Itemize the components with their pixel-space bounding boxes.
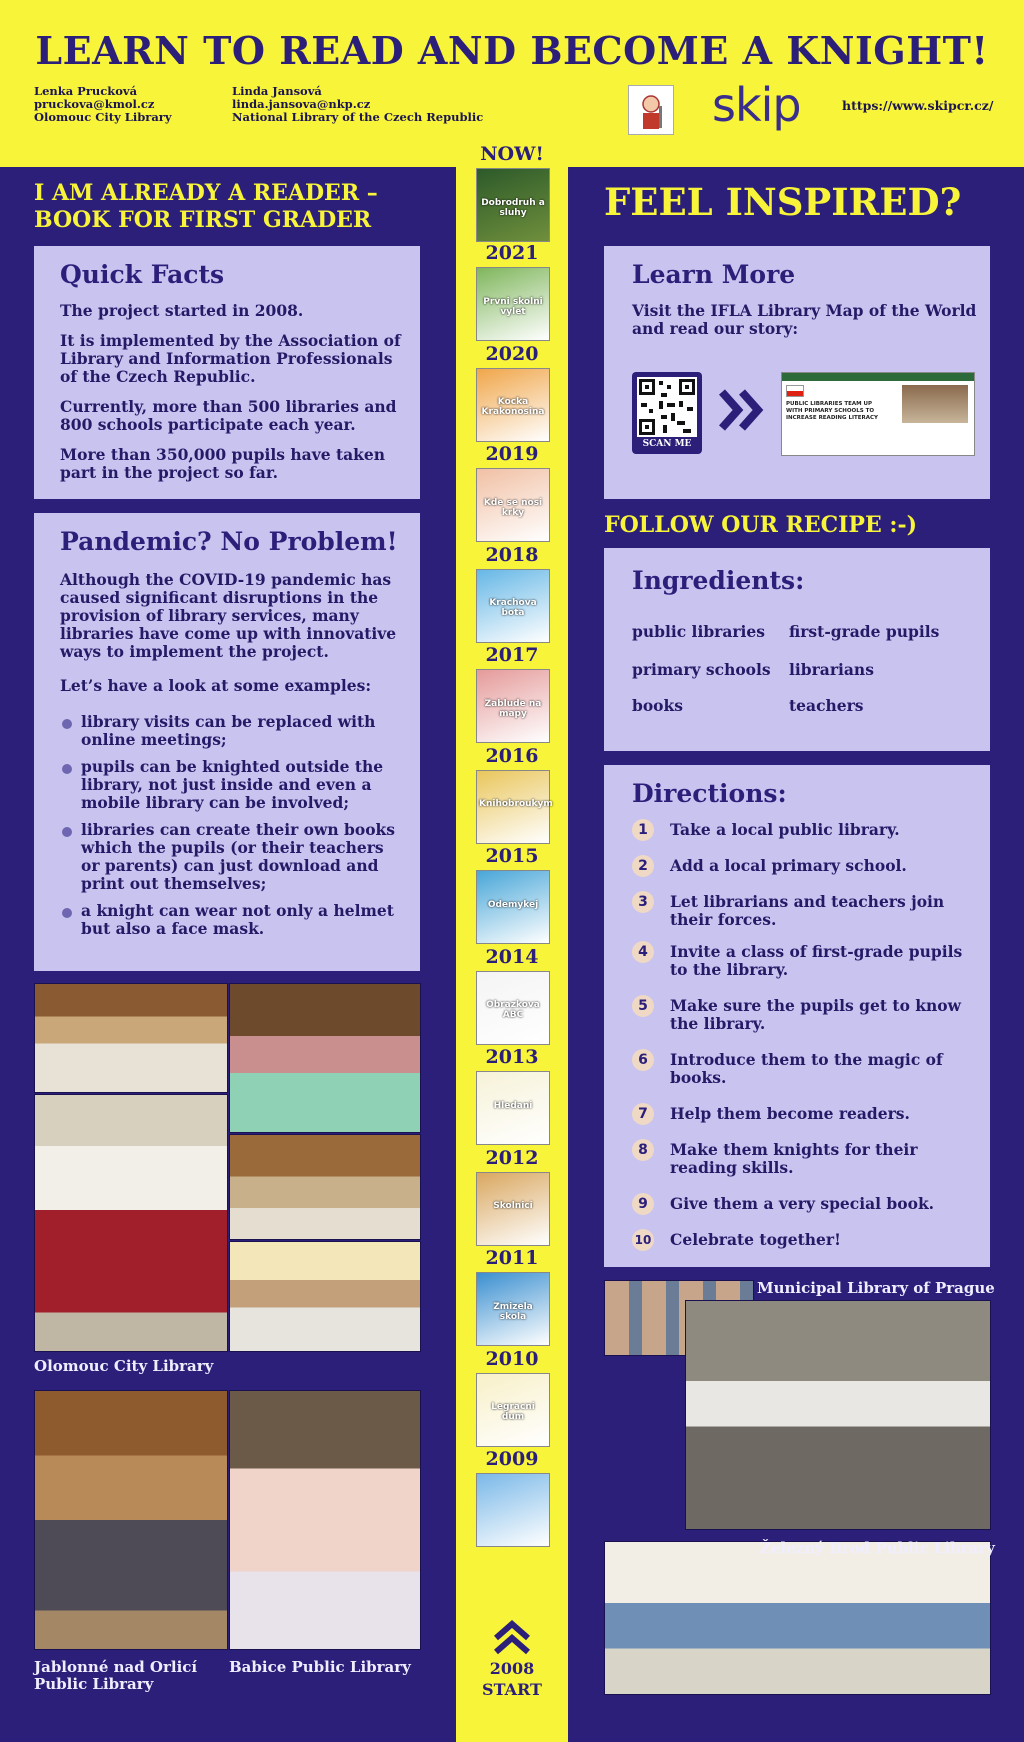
photo-king-knighting	[34, 1094, 228, 1352]
czech-flag-icon	[786, 385, 804, 397]
qr-code[interactable]	[632, 372, 702, 454]
step-number: 10	[632, 1229, 654, 1251]
website-link[interactable]: https://www.skipcr.cz/	[842, 98, 994, 113]
header-band	[0, 0, 1024, 167]
fact-1: The project started in 2008.	[60, 301, 304, 320]
learn-more-panel	[604, 246, 990, 499]
book-cover-title: Odemykej	[487, 899, 539, 910]
step-number: 9	[632, 1193, 654, 1215]
caption-prague: Municipal Library of Prague	[757, 1279, 995, 1297]
photo-classroom	[229, 1241, 421, 1352]
timeline-year-label: 2010	[485, 1347, 539, 1370]
timeline-now-label: NOW!	[480, 143, 544, 165]
ifla-story-preview[interactable]	[781, 372, 975, 456]
left-heading-line2: BOOK FOR FIRST GRADER	[34, 207, 372, 233]
author2-name: Linda Jansová	[232, 84, 322, 98]
timeline-year-label: 2013	[485, 1046, 539, 1068]
knight-illustration-icon	[629, 86, 673, 134]
photo-fairy-reading	[229, 983, 421, 1133]
author1-contact	[34, 85, 172, 124]
timeline-year-label: 2014	[485, 945, 539, 968]
book-cover-title: Knihobroukym	[479, 799, 553, 810]
timeline-year-label: 2020	[485, 342, 539, 365]
qr-code-icon	[637, 377, 697, 437]
direction-step-10: Celebrate together!	[670, 1230, 841, 1249]
timeline-year-label: 2017	[485, 644, 539, 666]
book-cover-2009	[476, 1473, 550, 1547]
caption-olomouc: Olomouc City Library	[34, 1357, 214, 1375]
book-cover-title: Kde se nosi krky	[483, 497, 543, 518]
preview-photo	[902, 385, 968, 423]
book-cover-title: Skolnici	[493, 1201, 533, 1212]
pandemic-intro: Although the COVID-19 pandemic has caused significant disruptions in the provision of library services, many libraries have come up with innovative ways to implement the project.	[60, 570, 397, 661]
step-number: 7	[632, 1103, 654, 1125]
skip-logo-text: skip	[712, 78, 801, 132]
pandemic-bullet-3: libraries can create their own books which the pupils (or their teachers or parents) can just download and print out themselves;	[81, 820, 396, 893]
timeline-year-label: 2015	[485, 845, 539, 867]
photo-pupils-library	[34, 983, 228, 1093]
ingredient-item: librarians	[789, 660, 874, 679]
book-cover-title: Hledani	[493, 1100, 533, 1111]
direction-step-2: Add a local primary school.	[670, 856, 907, 875]
book-cover-now	[476, 168, 550, 242]
timeline-year-label: 2019	[485, 443, 539, 465]
ingredient-item: books	[632, 696, 683, 715]
book-cover-2010	[476, 1373, 550, 1447]
fact-2: It is implemented by the Association of Library and Information Professionals of the Czech Republic.	[60, 331, 401, 386]
book-cover-title: Prvni skolni vylet	[483, 296, 543, 317]
right-heading: FEEL INSPIRED?	[604, 180, 962, 224]
photo-mobile-library-van	[685, 1300, 991, 1530]
photo-princess-reading	[229, 1390, 421, 1650]
book-cover-title: Krachova bota	[489, 598, 537, 619]
quick-facts-title: Quick Facts	[60, 260, 225, 289]
author1-email[interactable]: pruckova@kmol.cz	[34, 97, 155, 111]
ingredient-item: primary schools	[632, 660, 771, 679]
book-cover-title: Obrazkova ABC	[486, 1000, 540, 1021]
ingredient-item: public libraries	[632, 622, 766, 641]
ingredient-item: first-grade pupils	[789, 622, 940, 641]
book-cover-2021	[476, 267, 550, 341]
timeline-year-label: 2018	[485, 543, 539, 566]
learn-more-text: Visit the IFLA Library Map of the World and read our story:	[632, 301, 977, 338]
photo-pupils-books	[604, 1541, 991, 1695]
left-heading-line1: I AM ALREADY A READER –	[34, 180, 378, 206]
ingredient-item: teachers	[789, 696, 864, 715]
book-cover-2017	[476, 669, 550, 743]
caption-brod: Železný Brod Public Library	[760, 1539, 995, 1557]
direction-step-8: Make them knights for their reading skills.	[670, 1140, 918, 1177]
skip-logo	[712, 78, 801, 132]
book-cover-2016	[476, 770, 553, 844]
timeline-year-label: 2011	[485, 1247, 539, 1269]
book-cover-2013	[476, 1071, 550, 1145]
photo-library-room	[229, 1134, 421, 1240]
book-cover-2020	[476, 368, 550, 442]
book-cover-now-title: Dobrodruh a sluhy	[481, 197, 545, 218]
ingredients-panel	[604, 548, 990, 751]
author1-org: Olomouc City Library	[34, 110, 172, 124]
timeline-start-year: 2008	[489, 1659, 535, 1678]
author2-contact	[232, 85, 483, 124]
page-title: LEARN TO READ AND BECOME A KNIGHT!	[35, 28, 989, 73]
direction-step-4: Invite a class of first-grade pupils to the library.	[670, 942, 963, 979]
author2-org: National Library of the Czech Republic	[232, 110, 484, 124]
book-cover-title: Zablude na mapy	[484, 698, 542, 719]
bullet-dot	[62, 827, 72, 837]
author1-name: Lenka Prucková	[34, 84, 138, 98]
step-number: 8	[632, 1139, 654, 1161]
pandemic-bullet-1: library visits can be replaced with online meetings;	[81, 712, 376, 749]
direction-step-3: Let librarians and teachers join their forces.	[670, 892, 945, 929]
book-cover-2014	[476, 971, 550, 1045]
book-cover-2011	[476, 1272, 550, 1346]
timeline-year-label: 2016	[485, 744, 539, 767]
pandemic-bullet-2: pupils can be knighted outside the library, not just inside and even a mobile library can be involved;	[81, 757, 384, 812]
timeline-year-label: 2012	[485, 1146, 539, 1169]
recipe-heading: FOLLOW OUR RECIPE :-)	[604, 512, 918, 538]
directions-title: Directions:	[632, 779, 787, 808]
book-cover-2015	[476, 870, 550, 944]
left-heading	[34, 180, 378, 234]
learn-more-title: Learn More	[632, 260, 796, 289]
book-cover-title: Zmizela skola	[493, 1301, 533, 1322]
fact-3: Currently, more than 500 libraries and 800 schools participate each year.	[60, 397, 397, 434]
caption-babice: Babice Public Library	[229, 1658, 411, 1676]
qr-label: SCAN ME	[642, 439, 692, 449]
bullet-dot	[62, 908, 72, 918]
timeline-start-label: START	[482, 1680, 542, 1699]
book-cover-title: Kocka Krakonosina	[481, 397, 545, 418]
direction-step-6: Introduce them to the magic of books.	[670, 1050, 943, 1087]
book-cover-title: Legracni dum	[491, 1402, 535, 1423]
author2-email[interactable]: linda.jansova@nkp.cz	[232, 97, 371, 111]
photo-knight-bookshelf	[34, 1390, 228, 1650]
preview-headline: PUBLIC LIBRARIES TEAM UP WITH PRIMARY SCHOOLS TO INCREASE READING LITERACY	[786, 401, 879, 421]
pandemic-lead: Let’s have a look at some examples:	[60, 676, 372, 695]
ingredients-title: Ingredients:	[632, 566, 805, 595]
step-number: 4	[632, 941, 654, 963]
project-book-thumbnail	[628, 85, 674, 135]
step-number: 6	[632, 1049, 654, 1071]
fact-4: More than 350,000 pupils have taken part in the project so far.	[60, 445, 386, 482]
quick-facts-panel	[34, 246, 420, 499]
step-number: 2	[632, 855, 654, 877]
direction-step-7: Help them become readers.	[670, 1104, 910, 1123]
double-chevron-right-icon	[716, 386, 768, 438]
book-cover-2019	[476, 468, 550, 542]
preview-nav-bar	[782, 373, 974, 381]
timeline-year-label: 2021	[485, 242, 539, 264]
timeline-year-label: 2009	[485, 1448, 539, 1470]
bullet-dot	[62, 764, 72, 774]
pandemic-bullet-4: a knight can wear not only a helmet but also a face mask.	[81, 901, 394, 938]
direction-step-9: Give them a very special book.	[670, 1194, 935, 1213]
chevron-up-icon	[490, 1620, 534, 1660]
step-number: 3	[632, 891, 654, 913]
pandemic-title: Pandemic? No Problem!	[60, 527, 398, 556]
bullet-dot	[62, 719, 72, 729]
caption-jablonne: Jablonné nad Orlicí Public Library	[34, 1658, 198, 1693]
book-cover-2012	[476, 1172, 550, 1246]
book-cover-2018	[476, 569, 550, 643]
direction-step-1: Take a local public library.	[670, 820, 900, 839]
direction-step-5: Make sure the pupils get to know the library.	[670, 996, 961, 1033]
step-number: 5	[632, 995, 654, 1017]
step-number: 1	[632, 819, 654, 841]
